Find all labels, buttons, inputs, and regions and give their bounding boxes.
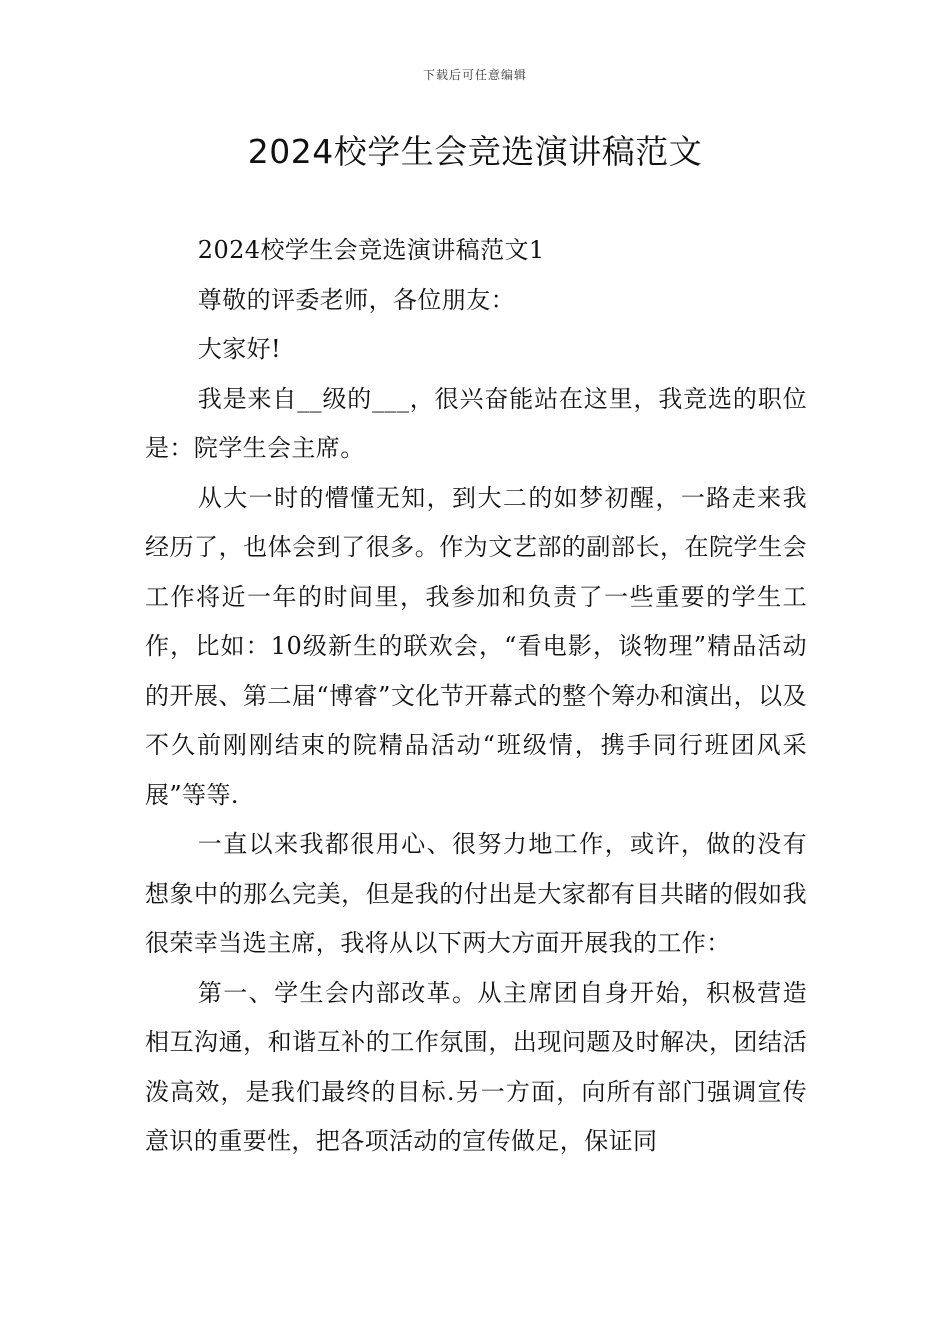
- paragraph-greeting: 大家好!: [197, 335, 282, 363]
- paragraph-plan-one: 第一、学生会内部改革。从主席团自身开始，积极营造相互沟通，和谐互补的工作氛围，出现问题及时解决，团结活泼高效，是我们最终的目标.另一方面，向所有部门强调宣传意识的重要性，把各项活动的宣传做足，保证同: [145, 978, 807, 1155]
- paragraph-subtitle: 2024校学生会竞选演讲稿范文1: [197, 236, 545, 264]
- paragraph-introduction: 我是来自__级的___，很兴奋能站在这里，我竞选的职位是：院学生会主席。: [145, 384, 807, 462]
- header-note: 下载后可任意编辑: [422, 68, 527, 82]
- paragraph-salutation: 尊敬的评委老师，各位朋友：: [197, 285, 515, 314]
- document-body: [145, 226, 807, 1167]
- paragraph-experience: 从大一时的懵懂无知，到大二的如梦初醒，一路走来我经历了，也体会到了很多。作为文艺部的副部长，在院学生会工作将近一年的时间里，我参加和负责了一些重要的学生工作，比如：10级新生的联欢会，“看电影，谈物理”精品活动的开展、第二届“博睿”文化节开幕式的整个筹办和演出，以及不久前刚刚结束的院精品活动“班级情，携手同行班团风采展”等等.: [145, 483, 807, 809]
- document-title: 2024校学生会竞选演讲稿范文: [247, 132, 703, 171]
- paragraph-commitment: 一直以来我都很用心、很努力地工作，或许，做的没有想象中的那么完美，但是我的付出是大家都有目共睹的假如我很荣幸当选主席，我将从以下两大方面开展我的工作：: [145, 830, 807, 957]
